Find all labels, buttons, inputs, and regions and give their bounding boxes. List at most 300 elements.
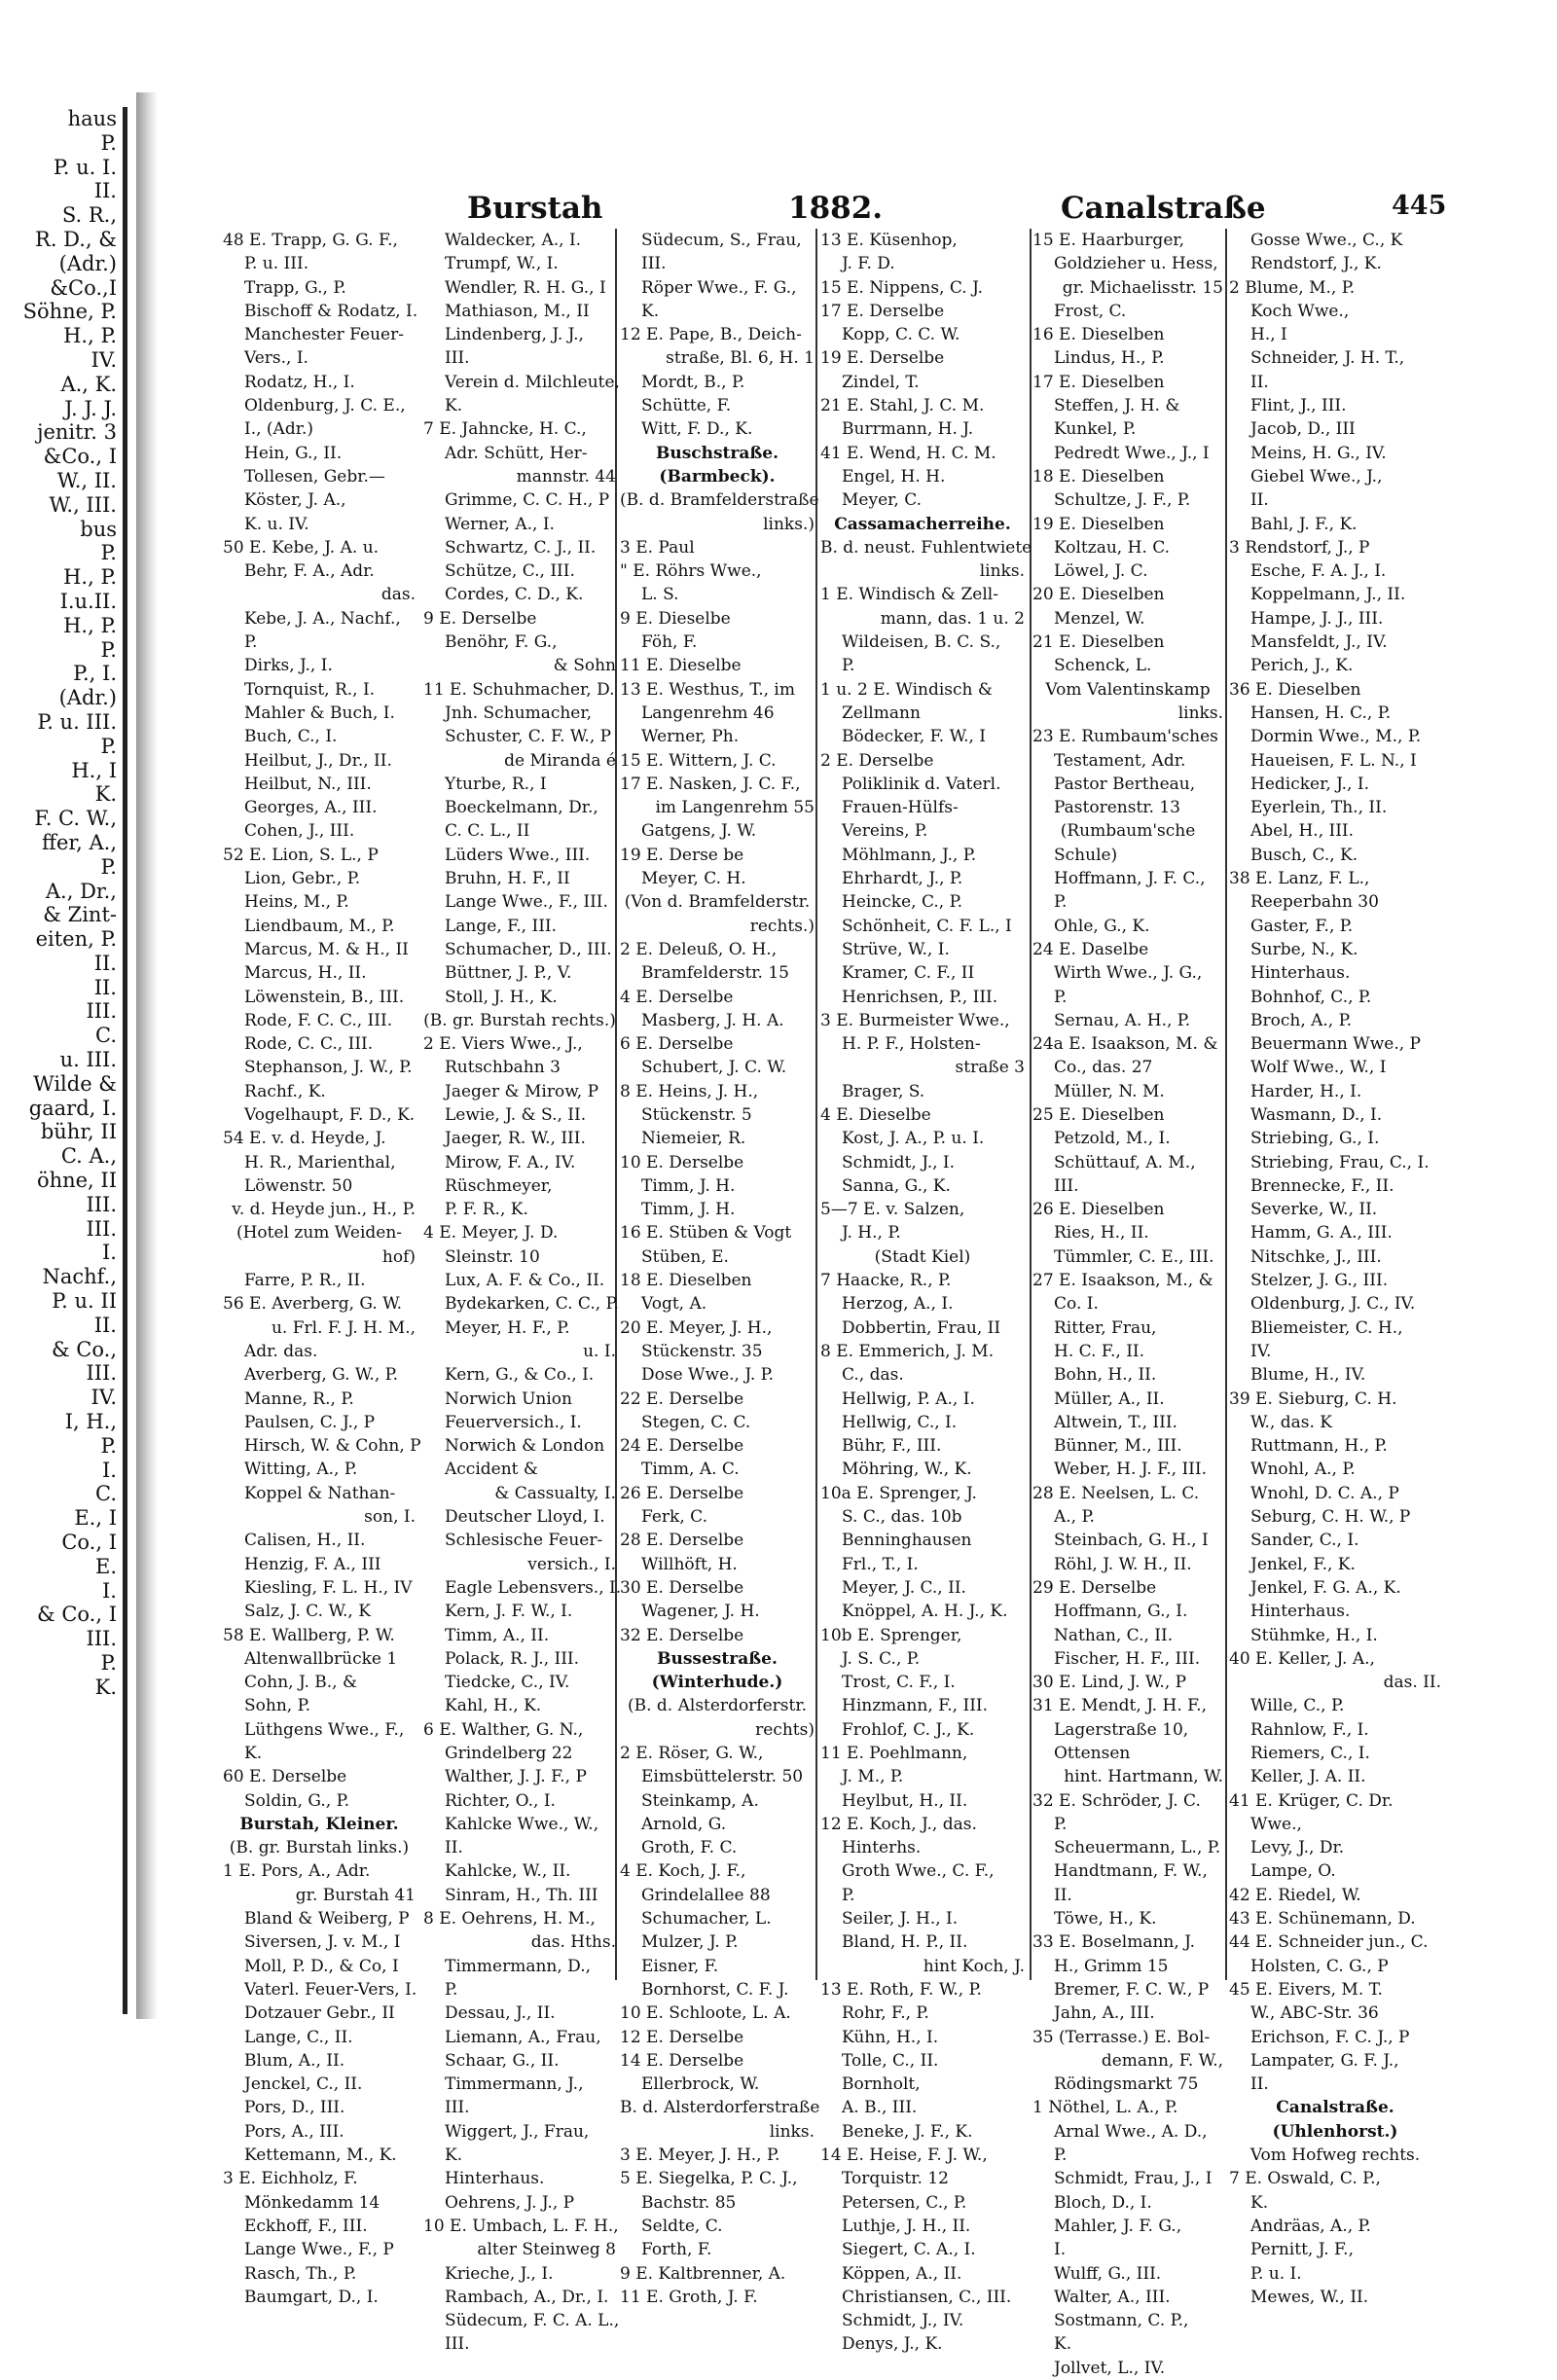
directory-entry: Grimme, C. C. H., P [445,490,610,511]
directory-entry: 52 E. Lion, S. L., P [223,845,379,865]
directory-entry: Kern, J. F. W., I. [445,1602,573,1622]
directory-entry: 24a E. Isaakson, M. & [1032,1034,1218,1055]
directory-entry: L. S. [641,585,679,605]
prev-page-line: Söhne, P. [22,300,117,324]
directory-entry: Henrichsen, P., III. [842,987,998,1007]
prev-page-line: I, H., [64,1410,117,1434]
directory-entry: Bohnhof, C., P. [1250,987,1372,1007]
directory-entry: 10 E. Umbach, L. F. H., [423,2216,619,2236]
directory-entry: Christiansen, C., III. [842,2287,1012,2307]
directory-entry: P. [1054,892,1068,913]
directory-entry: Jaeger, R. W., III. [445,1129,586,1149]
directory-entry: Timmermann, D., [445,1956,591,1976]
directory-entry: Müller, A., II. [1054,1388,1165,1409]
prev-page-line: II. [93,951,117,975]
directory-entry: A. B., III. [842,2098,918,2118]
directory-entry: hint Koch, J. [923,1956,1025,1976]
directory-entry: 43 E. Schünemann, D. [1229,1909,1416,1929]
directory-entry: Frauen-Hülfs- [842,798,959,818]
prev-page-line: III. [86,1361,117,1386]
directory-entry: P. [1054,1814,1068,1834]
directory-entry: Nitschke, J., III. [1250,1246,1382,1267]
directory-entry: 40 E. Keller, J. A., [1229,1648,1375,1669]
directory-entry: Schumacher, L. [641,1909,772,1929]
directory-entry: Riemers, C., I. [1250,1744,1370,1763]
directory-entry: 7 E. Oswald, C. P., [1229,2169,1381,2189]
directory-entry: 48 E. Trapp, G. G. F., [223,231,398,250]
directory-entry: u. I. [583,1341,616,1361]
directory-entry: III. [445,2334,470,2355]
directory-entry: Lagerstraße 10, [1054,1719,1189,1740]
directory-entry: Kunkel, P. [1054,419,1137,440]
directory-entry: K. [445,2146,463,2166]
directory-entry: Averberg, G. W., P. [244,1365,399,1386]
directory-entry: Heilbut, J., Dr., II. [244,750,392,771]
previous-page-fragment [0,107,117,2004]
directory-entry: Schütte, F. [641,396,732,416]
directory-entry: 4 E. Koch, J. F., [620,1861,746,1882]
directory-entry: Krieche, J., I. [445,2263,554,2284]
directory-entry: 13 E. Roth, F. W., P. [820,1979,982,2000]
directory-entry: Baumgart, D., I. [244,2287,379,2307]
directory-entry: (B. d. Bramfelderstraße [620,490,819,511]
directory-entry: Manne, R., P. [244,1388,354,1409]
directory-entry: P. [445,1979,458,2000]
directory-entry: Rode, C. C., III. [244,1034,374,1055]
directory-entry: 17 E. Derselbe [820,301,945,321]
prev-page-line: H., I [71,758,117,782]
directory-entry: Müller, N. M. [1054,1081,1165,1101]
directory-entry: W., ABC-Str. 36 [1250,2003,1379,2024]
prev-page-line: S. R., [61,203,117,228]
directory-entry: 14 E. Heise, F. J. W., [820,2146,988,2166]
directory-entry: Tümmler, C. E., III. [1054,1246,1214,1267]
prev-page-line: J. J. J. [64,396,117,420]
directory-entry: 31 E. Mendt, J. H. F., [1032,1696,1208,1716]
directory-entry: Timm, A. C. [641,1460,740,1480]
page-number: 445 [1392,191,1447,221]
directory-entry: & Cassualty, I. [494,1483,616,1503]
directory-column-6 [1229,229,1441,2307]
directory-entry: Rendstorf, J., K. [1250,254,1382,274]
directory-entry: P. [842,656,855,676]
directory-entry: Abel, H., III. [1250,821,1355,842]
directory-entry: Schultze, J. F., P. [1054,490,1191,511]
directory-entry: 10 E. Schloote, L. A. [620,2003,791,2024]
header-right-street: Canalstraße [1061,191,1266,226]
directory-entry: 2 E. Deleuß, O. H., [620,939,778,959]
directory-entry: Südecum, F. C. A. L., [445,2311,620,2331]
prev-page-line: II. [93,975,117,999]
directory-entry: Kebe, J. A., Nachf., [244,608,401,629]
directory-entry: Heilbut, N., III. [244,774,372,794]
directory-entry: 60 E. Derselbe [223,1767,347,1787]
directory-entry: & Sohn [553,656,616,676]
directory-entry: Sleinstr. 10 [445,1246,540,1267]
directory-entry: Bornholt, [842,2074,921,2095]
directory-entry: links. [1177,703,1223,723]
directory-entry: Lion, Gebr., P. [244,869,361,889]
directory-entry: Tiedcke, C., IV. [445,1673,570,1693]
directory-entry: Stephanson, J. W., P. [244,1058,413,1078]
directory-entry: Wendler, R. H. G., I [445,277,606,298]
directory-entry: 30 E. Lind, J. W., P [1032,1673,1187,1693]
directory-entry: Reeperbahn 30 [1250,892,1379,913]
directory-entry: Schaar, G., II. [445,2050,560,2071]
directory-entry: Co., das. 27 [1054,1058,1153,1078]
directory-entry: Altwein, T., III. [1054,1412,1177,1432]
directory-entry: Timm, J. H. [641,1175,736,1196]
prev-page-line: P. [100,1651,117,1675]
directory-entry: Timmermann, J., [445,2074,584,2095]
directory-entry: Manchester Feuer- [244,325,404,345]
directory-entry: Rohr, F., P. [842,2003,929,2024]
directory-entry: rechts.) [749,916,815,936]
directory-entry: Lange Wwe., F., P [244,2240,394,2260]
directory-entry: Zindel, T. [842,372,920,392]
directory-entry: 23 E. Rumbaum'sches [1032,727,1218,747]
directory-entry: Jahn, A., III. [1054,2003,1155,2024]
directory-entry: (B. gr. Burstah links.) [229,1838,410,1858]
directory-entry: 12 E. Derselbe [620,2027,744,2047]
directory-entry: Harder, H., I. [1250,1081,1362,1101]
directory-entry: Schule) [1054,845,1118,865]
directory-entry: II. [1250,372,1269,392]
directory-entry: Deutscher Lloyd, I. [445,1507,605,1528]
directory-entry: 19 E. Dieselben [1032,514,1165,534]
directory-entry: 21 E. Dieselben [1032,632,1165,653]
directory-entry: 4 E. Derselbe [620,987,734,1007]
directory-entry: B. d. neust. Fuhlentwiete [820,537,1032,558]
directory-entry: Norwich Union [445,1388,572,1409]
directory-entry: 11 E. Dieselbe [620,656,742,676]
directory-entry: Behr, F. A., Adr. [244,561,375,582]
directory-entry: Blume, H., IV. [1250,1365,1366,1386]
directory-entry: Erichson, F. C. J., P [1250,2027,1410,2047]
directory-entry: Hinzmann, F., III. [842,1696,989,1716]
directory-entry: Petersen, C., P. [842,2192,967,2213]
directory-entry: 41 E. Wend, H. C. M. [820,443,996,463]
directory-entry: Koppel & Nathan- [244,1483,396,1503]
directory-entry: Soldin, G., P. [244,1790,349,1811]
directory-entry: Pors, A., III. [244,2121,344,2142]
directory-entry: Knöppel, A. H. J., K. [842,1602,1008,1622]
directory-entry: 1 E. Pors, A., Adr. [223,1861,371,1882]
directory-entry: H., Grimm 15 [1054,1956,1169,1976]
section-heading: (Winterhude.) [651,1673,783,1693]
prev-page-line: H., P. [63,613,117,637]
directory-entry: 13 E. Westhus, T., im [620,679,795,700]
header-left-street: Burstah [467,191,603,226]
directory-entry: Brennecke, F., II. [1250,1175,1394,1196]
directory-entry: Bland, H. P., II. [842,1932,968,1953]
directory-entry: 19 E. Derse be [620,845,744,865]
directory-entry: Groth, F. C. [641,1838,738,1858]
prev-page-line: Co., I [61,1531,117,1555]
directory-entry: Stückenstr. 35 [641,1341,763,1361]
prev-page-line: & Zint- [43,903,117,927]
directory-entry: Dose Wwe., J. P. [641,1365,775,1386]
directory-entry: 13 E. Küsenhop, [820,231,958,250]
directory-entry: Eimsbüttelerstr. 50 [641,1767,804,1787]
directory-entry: Wwe., [1250,1814,1302,1834]
directory-entry: Hoffmann, G., I. [1054,1602,1188,1622]
header-year: 1882. [788,191,884,226]
prev-page-line: C. A., [60,1144,117,1169]
directory-entry: Wasmann, D., I. [1250,1104,1383,1125]
directory-entry: Stühmke, H., I. [1250,1625,1378,1645]
directory-entry: P. [1054,987,1068,1007]
directory-entry: K. [1054,2334,1072,2355]
directory-entry: Tolle, C., II. [842,2050,939,2071]
directory-entry: Ohle, G., K. [1054,916,1150,936]
directory-entry: Röhl, J. W. H., II. [1054,1554,1192,1574]
directory-entry: K. [1250,2192,1269,2213]
directory-entry: Polack, R. J., III. [445,1648,580,1669]
directory-entry: Töwe, H., K. [1054,1909,1157,1929]
directory-entry: 18 E. Dieselben [1032,466,1165,487]
directory-entry: Schubert, J. C. W. [641,1058,787,1078]
directory-entry: Paulsen, C. J., P [244,1412,376,1432]
directory-entry: Schütze, C., III. [445,561,575,582]
directory-entry: Adr. Schütt, Her- [445,443,588,463]
directory-entry: 3 Rendstorf, J., P [1229,537,1370,558]
directory-entry: Dormin Wwe., M., P. [1250,727,1422,747]
directory-entry: K. [445,396,463,416]
directory-entry: 29 E. Derselbe [1032,1577,1157,1598]
directory-entry: alter Steinweg 8 [477,2240,616,2260]
directory-entry: Wnohl, A., P. [1250,1460,1356,1480]
directory-entry: Brager, S. [842,1081,925,1101]
directory-entry: mann, das. 1 u. 2 [880,608,1025,629]
directory-entry: Möhlmann, J., P. [842,845,977,865]
directory-entry: son, I. [364,1507,416,1528]
prev-page-line: A., K. [60,372,117,396]
directory-entry: Pernitt, J. F., [1250,2240,1354,2260]
directory-entry: 38 E. Lanz, F. L., [1229,869,1370,889]
directory-entry: J. M., P. [842,1767,904,1787]
prev-page-line: P., I. [73,662,117,686]
directory-entry: J. H., P. [842,1223,901,1244]
directory-entry: Forth, F. [641,2240,712,2260]
directory-entry: Wolf Wwe., W., I [1250,1058,1387,1078]
directory-entry: 10 E. Derselbe [620,1152,744,1172]
directory-entry: Wiggert, J., Frau, [445,2121,590,2142]
directory-entry: 11 E. Groth, J. F. [620,2287,758,2307]
directory-entry: Föh, F. [641,632,698,653]
directory-entry: Hansen, H. C., P. [1250,703,1392,723]
directory-entry: Frost, C. [1054,301,1127,321]
directory-entry: Bruhn, H. F., II [445,869,570,889]
directory-entry: Oehrens, J. J., P [445,2192,575,2213]
directory-entry: Wille, C., P. [1250,1696,1345,1716]
directory-entry: Boeckelmann, Dr., [445,798,598,818]
directory-entry: Denys, J., K. [842,2334,943,2355]
directory-entry: Sohn, P. [244,1696,310,1716]
directory-entry: 58 E. Wallberg, P. W. [223,1625,395,1645]
prev-page-line: (Adr.) [58,251,117,275]
directory-entry: Liemann, A., Frau, [445,2027,601,2047]
directory-entry: Hinterhs. [842,1838,922,1858]
prev-page-line: W., II. [56,468,117,492]
directory-entry: 19 E. Derselbe [820,348,945,369]
directory-entry: 9 E. Kaltbrenner, A. [620,2263,786,2284]
directory-entry: Lüders Wwe., III. [445,845,591,865]
directory-entry: Trumpf, W., I. [445,254,559,274]
directory-entry: 17 E. Dieselben [1032,372,1165,392]
directory-entry: Bornhorst, C. F. J. [641,1979,789,2000]
directory-entry: C., das. [842,1365,904,1386]
directory-entry: Hinterhaus. [1250,963,1351,984]
directory-entry: (Stadt Kiel) [874,1246,971,1267]
prev-page-line: F. C. W., [34,807,117,831]
directory-entry: Gosse Wwe., C., K [1250,231,1403,250]
directory-entry: 11 E. Poehlmann, [820,1744,968,1763]
directory-entry: 18 E. Dieselben [620,1271,752,1291]
directory-entry: Dessau, J., II. [445,2003,556,2024]
directory-entry: Bühr, F., III. [842,1436,942,1457]
directory-entry: Jenckel, C., II. [244,2074,363,2095]
directory-entry: A., P. [1054,1507,1095,1528]
directory-entry: Severke, W., II. [1250,1200,1378,1220]
directory-entry: II. [1054,1885,1072,1905]
prev-page-line: E., I [74,1506,117,1531]
directory-entry: Georges, A., III. [244,798,378,818]
directory-entry: P. [842,1885,855,1905]
directory-entry: im Langenrehm 55 [655,798,815,818]
section-heading: Burstah, Kleiner. [239,1814,399,1834]
directory-entry: C. C. L., II [445,821,530,842]
directory-entry: Lindenberg, J. J., [445,325,584,345]
directory-entry: Gatgens, J. W. [641,821,757,842]
directory-entry: Lüthgens Wwe., F., [244,1719,405,1740]
directory-entry: Hirsch, W. & Cohn, P [244,1436,421,1457]
directory-entry: Jollvet, L., IV. [1054,2358,1166,2378]
directory-entry: Surbe, N., K. [1250,939,1358,959]
directory-entry: 26 E. Dieselben [1032,1200,1165,1220]
directory-entry: (Von d. Bramfelderstr. [624,892,811,913]
directory-entry: Mahler, J. F. G., [1054,2216,1182,2236]
directory-entry: 2 Blume, M., P. [1229,277,1356,298]
directory-entry: mannstr. 44 [516,466,616,487]
directory-entry: 10a E. Sprenger, J. [820,1483,977,1503]
directory-entry: II. [445,1838,463,1858]
directory-entry: hint. Hartmann, W. [1064,1767,1223,1787]
prev-page-line: III. [86,1216,117,1241]
directory-entry: Arnold, G. [641,1814,727,1834]
directory-entry: Eyerlein, Th., II. [1250,798,1388,818]
directory-entry: Hoffmann, J. F. C., [1054,869,1206,889]
directory-entry: H. R., Marienthal, [244,1152,396,1172]
directory-entry: W., das. K [1250,1412,1332,1432]
directory-entry: 4 E. Meyer, J. D. [423,1223,559,1244]
directory-entry: Menzel, W. [1054,608,1145,629]
directory-entry: Pedredt Wwe., J., I [1054,443,1210,463]
prev-page-line: bühr, II [40,1120,117,1144]
directory-entry: u. Frl. F. J. H. M., [271,1317,416,1338]
directory-column-1 [223,229,421,2307]
directory-entry: Kahlcke, W., II. [445,1861,571,1882]
directory-entry: Vaterl. Feuer-Vers, I. [244,1979,417,2000]
directory-entry: Goldzieher u. Hess, [1054,254,1218,274]
directory-entry: Andräas, A., P. [1250,2216,1371,2236]
prev-page-line: &Co.,I [50,275,117,300]
directory-entry: straße, Bl. 6, H. 1 [666,348,815,369]
directory-entry: links. [769,2121,815,2142]
prev-page-line: jenitr. 3 [36,420,117,445]
prev-page-line: E. [94,1554,117,1578]
directory-entry: Oldenburg, J. C., IV. [1250,1294,1416,1315]
section-heading: (Uhlenhorst.) [1272,2121,1398,2142]
directory-entry: 28 E. Neelsen, L. C. [1032,1483,1200,1503]
directory-entry: Hampe, J. J., III. [1250,608,1384,629]
directory-entry: Accident & [445,1460,539,1480]
directory-entry: 35 (Terrasse.) E. Bol- [1032,2027,1211,2047]
directory-entry: 12 E. Koch, J., das. [820,1814,977,1834]
directory-entry: II. [1250,2074,1269,2095]
directory-entry: Bramfelderstr. 15 [641,963,789,984]
directory-entry: Eckhoff, F., III. [244,2216,368,2236]
directory-entry: Marcus, M. & H., II [244,939,409,959]
prev-page-line: bus [80,517,117,541]
directory-entry: Eagle Lebensvers., I. [445,1577,622,1598]
directory-entry: Bünner, M., III. [1054,1436,1182,1457]
directory-entry: Schmidt, J., IV. [842,2311,964,2331]
directory-entry: Lange, C., II. [244,2027,353,2047]
directory-entry: Ruttmann, H., P. [1250,1436,1388,1457]
directory-entry: Ritter, Frau, [1054,1317,1157,1338]
directory-entry: Willhöft, H. [641,1554,738,1574]
directory-entry: Rode, F. C. C., III. [244,1010,393,1030]
directory-entry: Seiler, J. H., I. [842,1909,959,1929]
directory-entry: Siversen, J. v. M., I [244,1932,401,1953]
prev-page-line: P. [100,1433,117,1458]
directory-entry: Mordt, B., P. [641,372,745,392]
directory-entry: Hedicker, J., I. [1250,774,1369,794]
directory-entry: Vom Valentinskamp [1045,679,1211,700]
directory-entry: Herzog, A., I. [842,1294,954,1315]
directory-entry: Seburg, C. H. W., P [1250,1507,1411,1528]
directory-entry: Werner, A., I. [445,514,555,534]
directory-entry: P. u. III. [244,254,309,274]
directory-entry: Lange Wwe., F., III. [445,892,608,913]
prev-page-line: C. [95,1482,117,1506]
directory-entry: 7 Haacke, R., P. [820,1271,952,1291]
prev-page-line: Nachf., [42,1265,117,1289]
directory-entry: Kahlcke Wwe., W., [445,1814,599,1834]
directory-entry: Nathan, C., II. [1054,1625,1174,1645]
prev-page-line: gaard, I. [28,1096,117,1120]
directory-entry: 32 E. Derselbe [620,1625,744,1645]
directory-entry: Löwenstr. 50 [244,1175,353,1196]
directory-entry: Timm, J. H. [641,1200,736,1220]
directory-entry: 20 E. Dieselben [1032,585,1165,605]
directory-entry: Groth Wwe., C. F., [842,1861,995,1882]
directory-entry: Feuerversich., I. [445,1412,582,1432]
directory-entry: gr. Burstah 41 [295,1885,416,1905]
directory-entry: Giebel Wwe., J., [1250,466,1383,487]
directory-entry: Bischoff & Rodatz, I. [244,301,418,321]
directory-entry: 24 E. Daselbe [1032,939,1149,959]
directory-entry: Hamm, G. A., III. [1250,1223,1393,1244]
section-heading: Canalstraße. [1276,2098,1394,2118]
directory-entry: Lux, A. F. & Co., II. [445,1271,605,1291]
directory-entry: Wulff, G., III. [1054,2263,1162,2284]
directory-entry: Sander, C., I. [1250,1531,1359,1551]
prev-page-line: P. [100,854,117,879]
directory-entry: Masberg, J. H. A. [641,1010,784,1030]
directory-entry: Buch, C., I. [244,727,338,747]
